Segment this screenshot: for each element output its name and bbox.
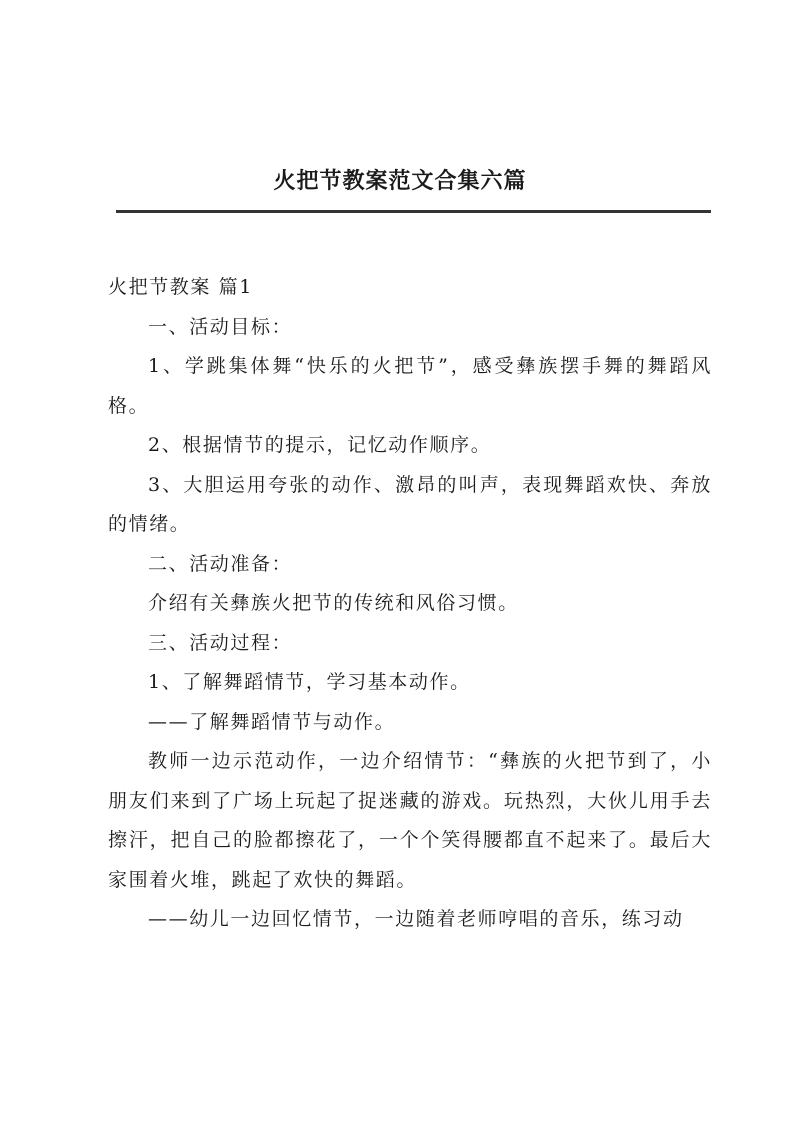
- paragraph: 教师一边示范动作，一边介绍情节：“彝族的火把节到了，小朋友们来到了广场上玩起了捉迷藏的游戏。玩热烈，大伙儿用手去擦汗，把自己的脸都擦花了，一个个笑得腰都直不起来了。最后大家围着火堆，跳起了欢快的舞蹈。: [108, 750, 712, 891]
- paragraph: 1、了解舞蹈情节，学习基本动作。: [148, 671, 471, 693]
- title-divider: [116, 210, 711, 213]
- paragraph: 二、活动准备：: [148, 552, 293, 575]
- paragraph: 介绍有关彝族火把节的传统和风俗习惯。: [148, 592, 519, 614]
- section-heading: 火把节教案 篇1: [108, 276, 253, 298]
- paragraph: 一、活动目标：: [148, 315, 293, 338]
- paragraph: 2、根据情节的提示，记忆动作顺序。: [148, 434, 492, 456]
- paragraph: ——幼儿一边回忆情节，一边随着老师哼唱的音乐，练习动: [148, 908, 684, 930]
- paragraph: 3、大胆运用夸张的动作、激昂的叫声，表现舞蹈欢快、奔放的情绪。: [108, 473, 712, 535]
- paragraph: 1、学跳集体舞“快乐的火把节”，感受彝族摆手舞的舞蹈风格。: [108, 355, 712, 417]
- document-body: [108, 268, 712, 940]
- document-title: 火把节教案范文合集六篇: [273, 168, 527, 194]
- paragraph: ——了解舞蹈情节与动作。: [148, 710, 396, 733]
- paragraph: 三、活动过程：: [148, 631, 293, 654]
